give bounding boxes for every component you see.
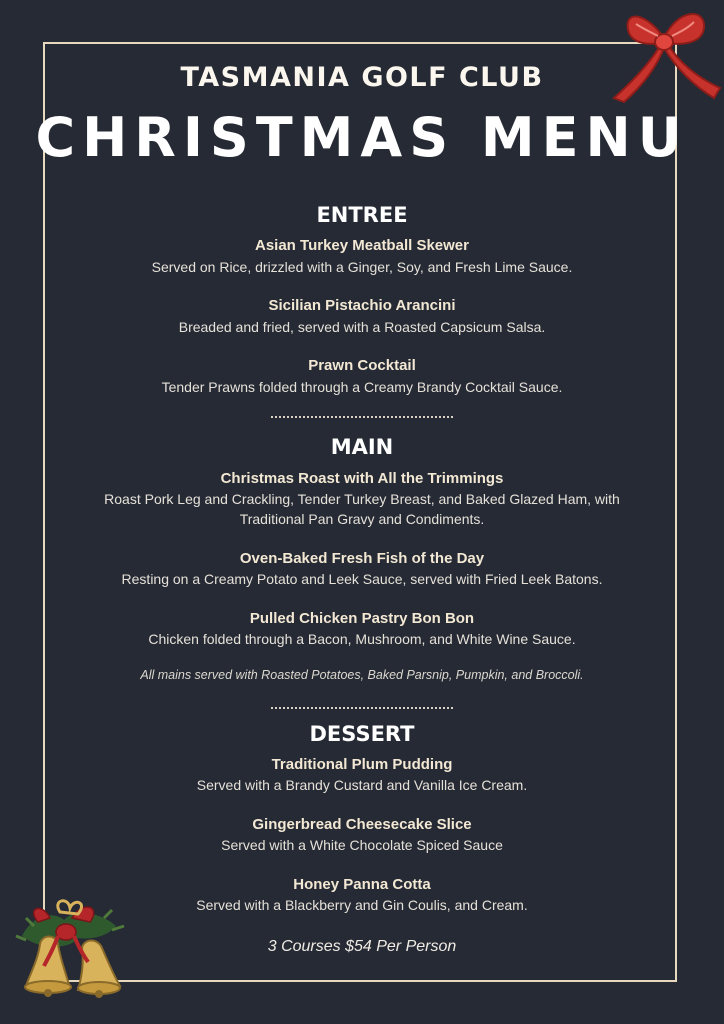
dish-description: Roast Pork Leg and Crackling, Tender Turkey Breast, and Baked Glazed Ham, with <box>104 491 620 507</box>
christmas-bells-icon <box>12 896 130 1006</box>
section-divider <box>271 707 453 709</box>
dish-name: Pulled Chicken Pastry Bon Bon <box>249 610 475 627</box>
dish-description: Served with a White Chocolate Spiced Sauce <box>221 837 503 853</box>
dish-name: Gingerbread Cheesecake Slice <box>252 816 472 833</box>
dish-description: Served with a Blackberry and Gin Coulis, and Cream. <box>196 897 528 913</box>
dish-name: Honey Panna Cotta <box>293 876 431 893</box>
dish-description: Served on Rice, drizzled with a Ginger, Soy, and Fresh Lime Sauce. <box>151 259 573 275</box>
section-heading-entree: ENTREE <box>316 203 408 227</box>
dish-description: Breaded and fried, served with a Roasted Capsicum Salsa. <box>178 319 546 335</box>
dish-description: Resting on a Creamy Potato and Leek Sauce, served with Fried Leek Batons. <box>121 571 603 587</box>
dish-description: Chicken folded through a Bacon, Mushroom, and White Wine Sauce. <box>148 631 576 647</box>
dish-name: Christmas Roast with All the Trimmings <box>220 470 504 487</box>
dish-name: Prawn Cocktail <box>308 357 416 374</box>
dish-description: Served with a Brandy Custard and Vanilla Ice Cream. <box>196 777 528 793</box>
menu-title: CHRISTMAS MENU <box>35 106 689 169</box>
section-heading-dessert: DESSERT <box>309 722 415 746</box>
red-bow-icon <box>606 2 724 112</box>
mains-note: All mains served with Roasted Potatoes, Baked Parsnip, Pumpkin, and Broccoli. <box>140 668 584 682</box>
price-line: 3 Courses $54 Per Person <box>267 938 457 955</box>
dish-name: Traditional Plum Pudding <box>271 756 453 773</box>
dish-name: Oven-Baked Fresh Fish of the Day <box>239 550 485 567</box>
dish-name: Sicilian Pistachio Arancini <box>268 297 456 314</box>
dish-description: Traditional Pan Gravy and Condiments. <box>239 511 485 527</box>
section-heading-main: MAIN <box>330 435 394 459</box>
section-divider <box>271 416 453 418</box>
dish-name: Asian Turkey Meatball Skewer <box>255 237 469 254</box>
club-name: TASMANIA GOLF CLUB <box>180 62 544 93</box>
dish-description: Tender Prawns folded through a Creamy Brandy Cocktail Sauce. <box>161 379 563 395</box>
